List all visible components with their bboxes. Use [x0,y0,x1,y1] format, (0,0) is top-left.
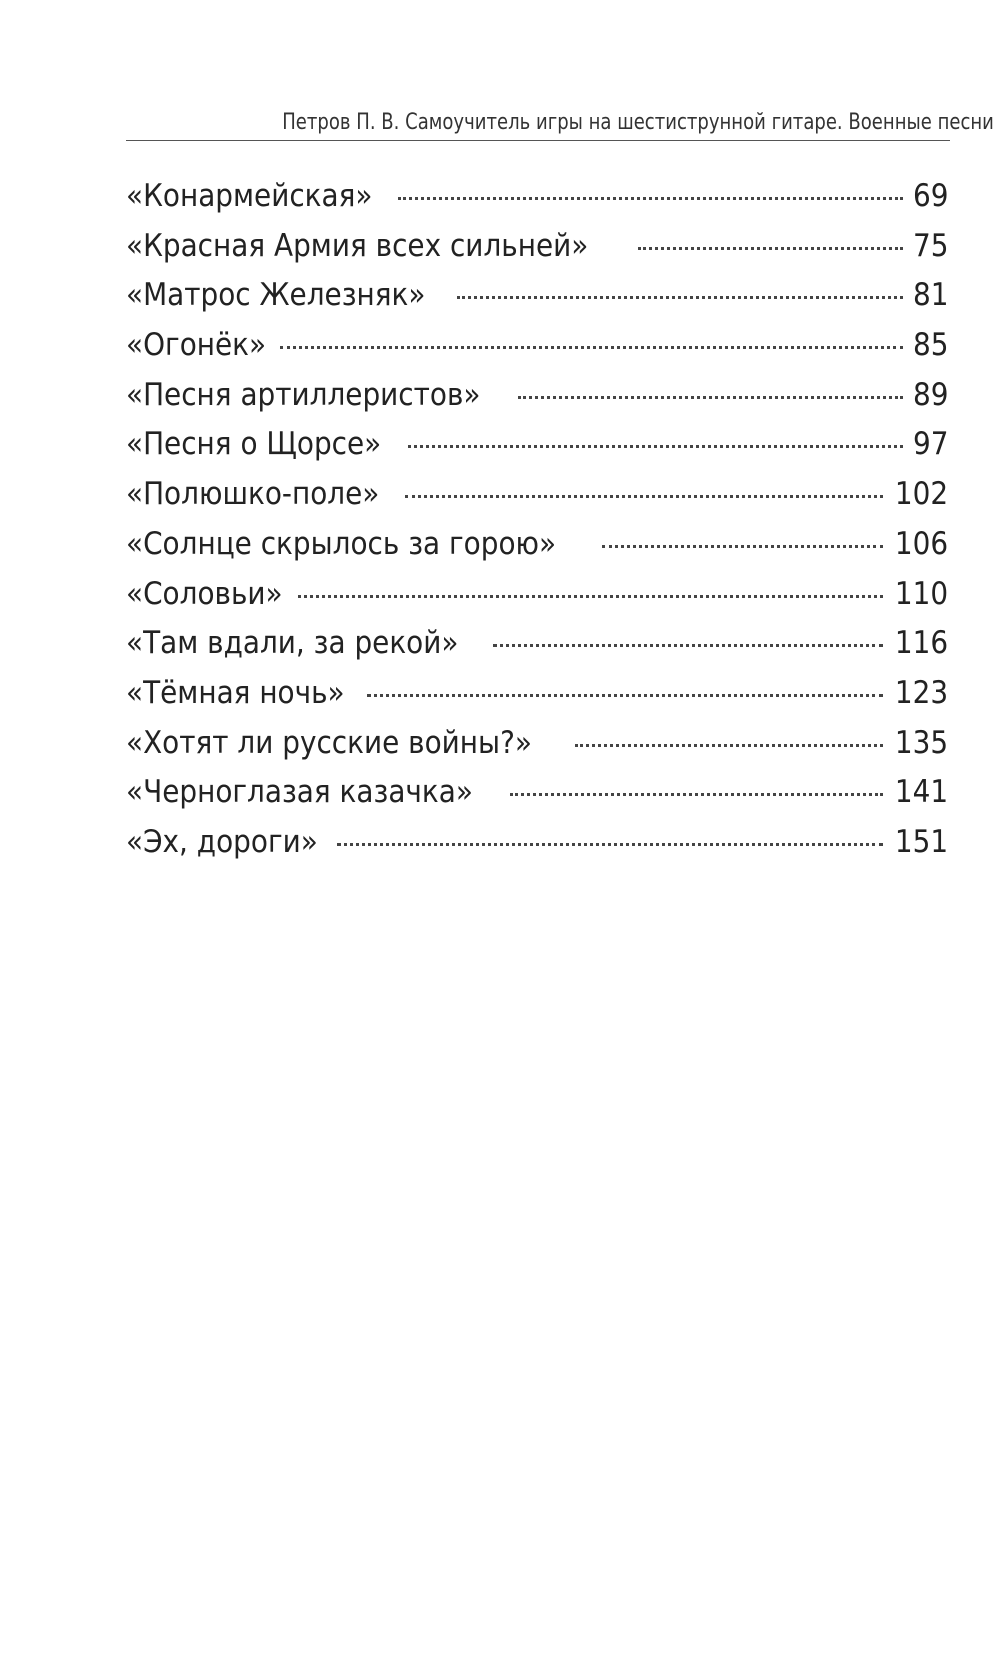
toc-dot-leader [510,793,883,796]
toc-entry [126,520,948,570]
toc-dot-leader [280,346,903,349]
toc-entry-title: «Песня о Щорсе» [126,426,382,463]
toc-entry [126,669,948,719]
toc-entry-page: 116 [894,625,948,662]
toc-entry [126,222,948,272]
toc-entry [126,570,948,620]
toc-dot-leader [405,495,882,498]
toc-entry [126,619,948,669]
toc-entry [126,420,948,470]
toc-entry-page: 102 [894,476,948,513]
toc-dot-leader [575,744,883,747]
toc-dot-leader [518,396,903,399]
toc-entry-title: «Полюшко-поле» [126,476,380,513]
toc-entry-page: 85 [912,327,948,364]
toc-entry-page: 89 [912,376,948,413]
toc-entry [126,271,948,321]
toc-dot-leader [398,197,903,200]
toc-entry-title: «Матрос Железняк» [126,277,426,314]
toc-entry-title: «Конармейская» [126,178,373,214]
toc-dot-leader [638,247,903,250]
toc-entry-page: 110 [894,575,948,612]
toc-dot-leader [457,296,903,299]
toc-entry-page: 135 [894,724,948,761]
toc-entry [126,172,948,222]
table-of-contents [126,172,948,868]
toc-dot-leader [337,843,883,846]
toc-entry [126,371,948,421]
toc-entry-title: «Песня артиллеристов» [126,376,481,413]
toc-entry-title: «Тёмная ночь» [126,674,345,711]
toc-entry [126,470,948,520]
toc-entry-page: 106 [894,525,948,562]
toc-dot-leader [408,445,903,448]
toc-entry-title: «Солнце скрылось за горою» [126,525,557,562]
toc-entry-page: 75 [912,227,948,264]
toc-dot-leader [602,545,883,548]
toc-dot-leader [493,644,882,647]
toc-entry-page: 123 [894,674,948,711]
toc-entry-page: 97 [912,426,948,463]
toc-entry-title: «Эх, дороги» [126,823,318,860]
toc-entry [126,818,948,868]
running-header-title: Петров П. В. Самоучитель игры на шестиструнной гитаре. Военные песни [282,110,994,135]
toc-entry-page: 69 [912,178,948,214]
toc-entry-title: «Огонёк» [126,327,267,364]
toc-entry [126,321,948,371]
toc-entry-title: «Красная Армия всех сильней» [126,227,589,264]
toc-entry-page: 81 [912,277,948,314]
toc-dot-leader [367,694,883,697]
toc-entry-title: «Там вдали, за рекой» [126,625,459,662]
toc-entry [126,768,948,818]
toc-entry-page: 141 [894,774,948,811]
running-header [126,108,994,141]
toc-entry-title: «Соловьи» [126,575,283,612]
toc-entry-title: «Черноглазая казачка» [126,774,473,811]
toc-dot-leader [298,595,883,598]
toc-entry-title: «Хотят ли русские войны?» [126,724,532,761]
toc-entry [126,719,948,769]
toc-entry-page: 151 [894,823,948,860]
